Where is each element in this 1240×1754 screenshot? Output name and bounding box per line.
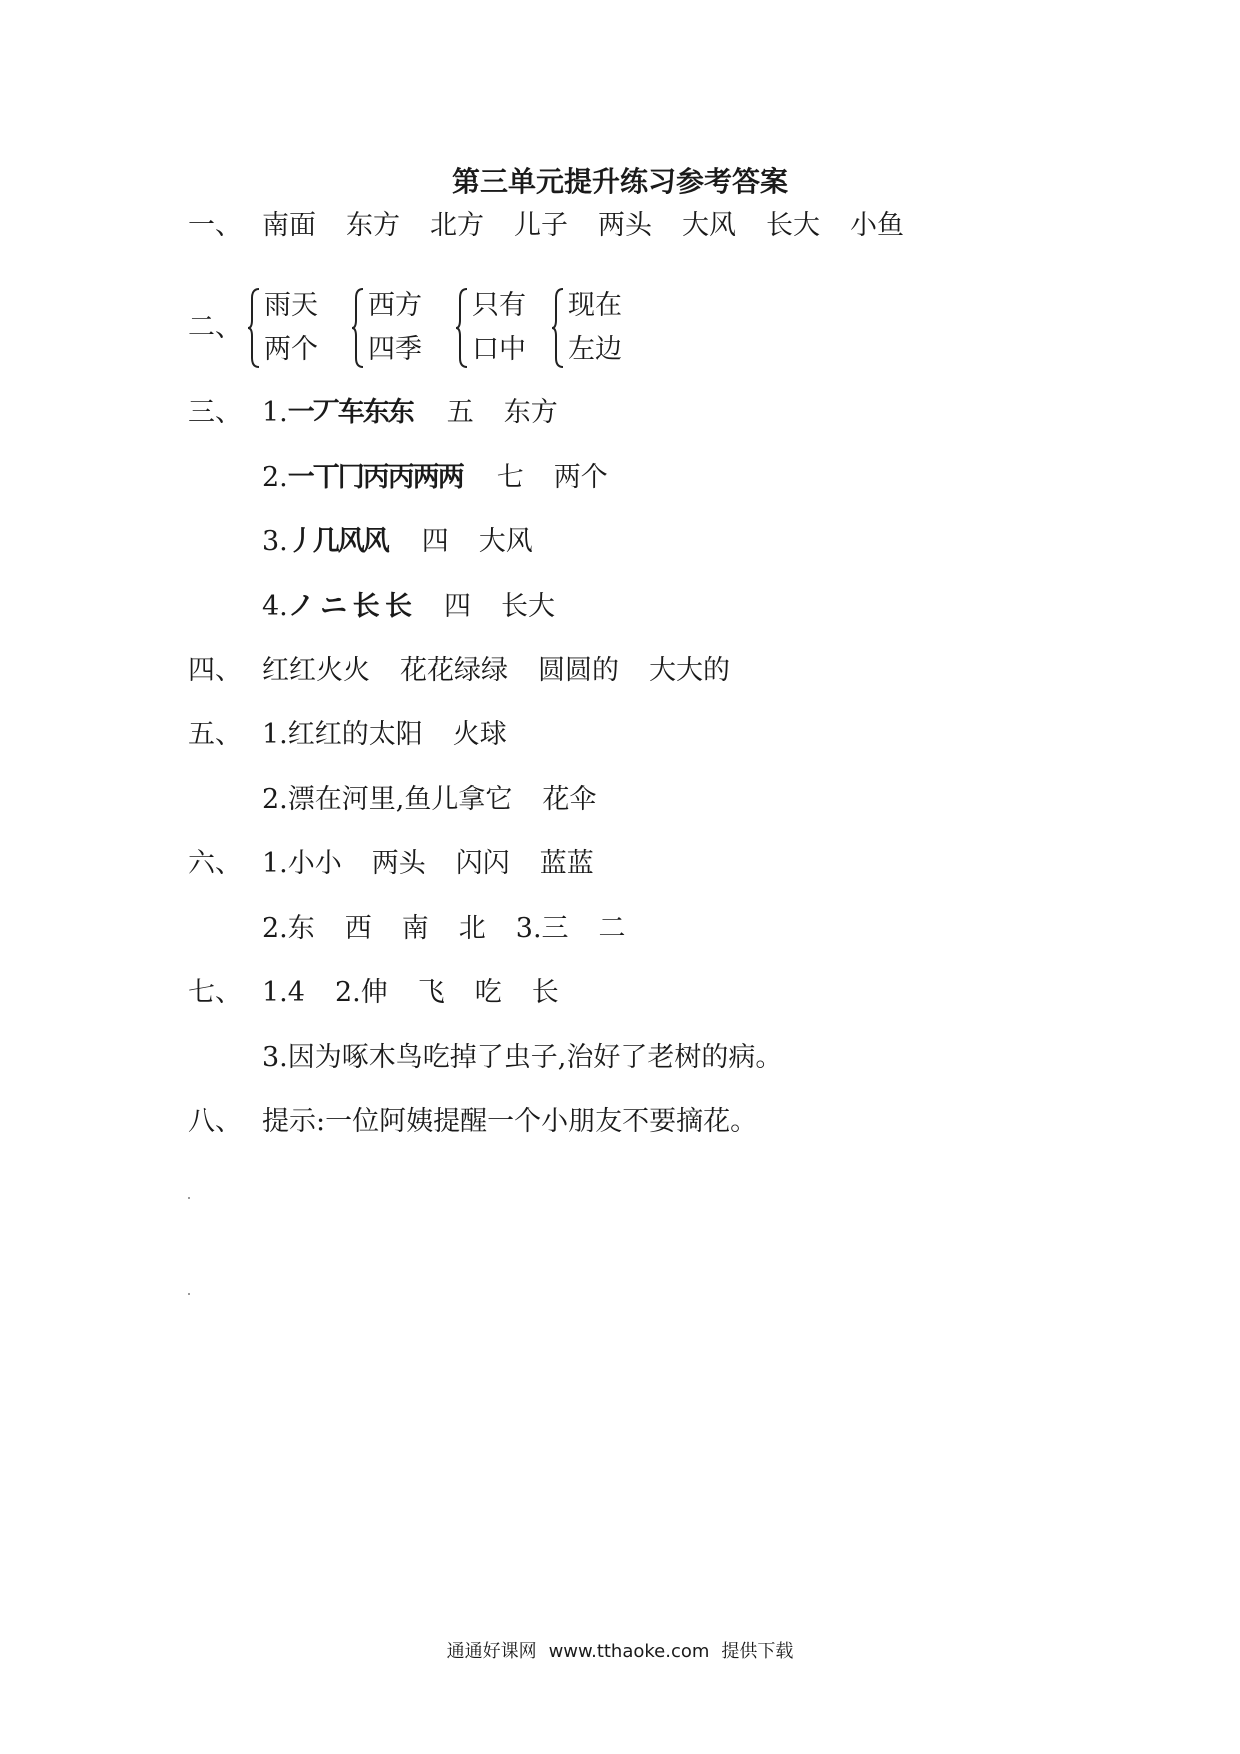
- stroke-count: 七: [496, 462, 524, 493]
- q4-answers: [262, 653, 760, 689]
- q2-word: 左边: [568, 334, 622, 365]
- brace-icon: [456, 288, 468, 368]
- answer-word: 大风: [478, 526, 533, 557]
- q5-line: [262, 717, 537, 753]
- answer-text: 两头: [371, 848, 426, 879]
- q8-number: 八、: [188, 1106, 242, 1137]
- page-title: 第三单元提升练习参考答案: [451, 165, 788, 198]
- answer-text: 2.东: [262, 913, 315, 944]
- answer-text: 蓝蓝: [539, 848, 594, 879]
- page-footer: [0, 1637, 1240, 1663]
- q1-word: 大风: [682, 210, 736, 241]
- q1-answers: [262, 208, 934, 244]
- item-number: 2.: [262, 462, 288, 493]
- stroke-order: 一丆车东东: [287, 397, 413, 428]
- q2-word: 两个: [264, 334, 318, 365]
- q1-word: 儿子: [514, 210, 568, 241]
- q4-word: 红红火火: [262, 655, 370, 686]
- q2-word: 四季: [368, 334, 422, 365]
- q4-word: 花花绿绿: [400, 655, 508, 686]
- q5-number: 五、: [188, 719, 242, 750]
- answer-text: 火球: [452, 719, 507, 750]
- answer-text: 1.4: [262, 977, 305, 1008]
- q2-word: 只有: [472, 290, 526, 321]
- stroke-count: 五: [446, 397, 474, 428]
- answer-text: 二: [598, 913, 626, 944]
- footer-url: www.tthaoke.com: [548, 1641, 710, 1662]
- stroke-order: 丿几风风: [287, 526, 388, 557]
- q2-word: 雨天: [264, 290, 318, 321]
- q3-item: [262, 589, 555, 625]
- q3-number: 三、: [188, 397, 242, 428]
- answer-word: 长大: [500, 591, 555, 622]
- q6-line: [262, 911, 656, 947]
- item-number: 4.: [262, 591, 288, 622]
- q1-word: 小鱼: [850, 210, 904, 241]
- q6-line: [262, 846, 624, 882]
- item-number: 3.: [262, 526, 288, 557]
- scan-speck: [188, 1197, 190, 1199]
- scan-speck: [188, 1293, 190, 1295]
- q3-item: [262, 395, 558, 431]
- q1-word: 南面: [262, 210, 316, 241]
- q1-number: 一、: [188, 210, 242, 241]
- answer-text: 2.漂在河里,鱼儿拿它: [262, 784, 513, 815]
- answer-text: 南: [401, 913, 429, 944]
- item-number: 1.: [262, 397, 288, 428]
- answer-text: 飞: [417, 977, 445, 1008]
- q7-line: [262, 975, 589, 1011]
- answer-text: 西: [344, 913, 372, 944]
- brace-icon: [352, 288, 364, 368]
- brace-icon: [248, 288, 260, 368]
- brace-icon: [552, 288, 564, 368]
- q4-word: 圆圆的: [538, 655, 619, 686]
- answer-word: 东方: [503, 397, 558, 428]
- answer-text: 3.三: [515, 913, 569, 944]
- q1-word: 东方: [346, 210, 400, 241]
- stroke-order: 一丅冂丙丙两两: [287, 462, 463, 493]
- q1-word: 北方: [430, 210, 484, 241]
- answer-text: 1.小小: [262, 848, 342, 879]
- q4-number: 四、: [188, 655, 242, 686]
- footer-note: 提供下载: [721, 1641, 794, 1662]
- q1-word: 长大: [766, 210, 820, 241]
- answer-text: 花伞: [542, 784, 597, 815]
- q8-answer: 提示:一位阿姨提醒一个小朋友不要摘花。: [262, 1106, 758, 1137]
- q7-number: 七、: [188, 977, 242, 1008]
- stroke-count: 四: [443, 591, 471, 622]
- answer-word: 两个: [553, 462, 608, 493]
- q4-word: 大大的: [649, 655, 730, 686]
- q1-word: 两头: [598, 210, 652, 241]
- q2-word: 口中: [472, 334, 526, 365]
- answer-text: 吃: [474, 977, 502, 1008]
- q7-sentence: 3.因为啄木鸟吃掉了虫子,治好了老树的病。: [262, 1042, 783, 1073]
- q2-word: 现在: [568, 290, 622, 321]
- answer-text: 长: [531, 977, 559, 1008]
- q5-line: [262, 782, 626, 818]
- stroke-order: ノ ニ 长 长: [287, 591, 410, 622]
- q2-word: 西方: [368, 290, 422, 321]
- answer-text: 2.伸: [334, 977, 388, 1008]
- footer-site: 通通好课网: [446, 1641, 537, 1662]
- q6-number: 六、: [188, 848, 242, 879]
- q3-item: [262, 524, 533, 560]
- stroke-count: 四: [421, 526, 449, 557]
- answer-text: 1.红红的太阳: [262, 719, 423, 750]
- q3-item: [262, 460, 608, 496]
- answer-text: 闪闪: [455, 848, 510, 879]
- q2-number: 二、: [188, 312, 242, 343]
- answer-text: 北: [458, 913, 486, 944]
